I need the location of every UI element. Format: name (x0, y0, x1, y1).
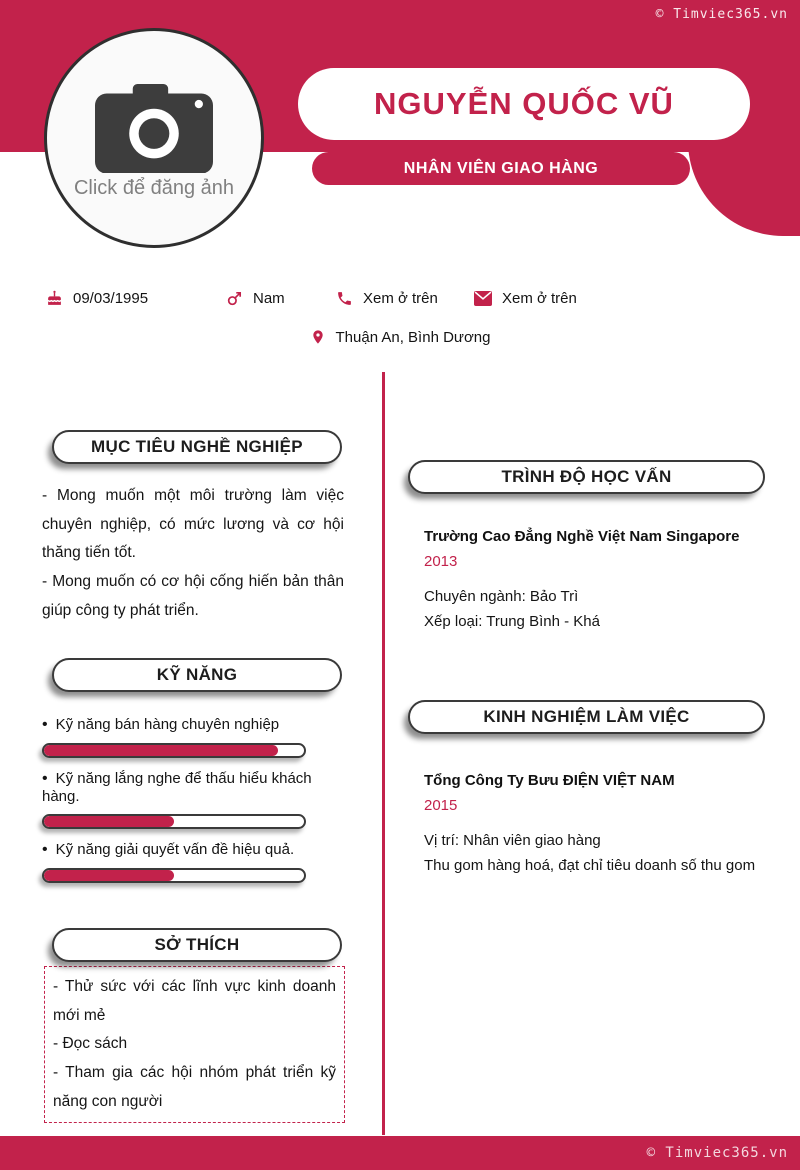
section-heading-experience (408, 700, 765, 734)
skill-bar-fill (44, 870, 174, 881)
objective-text (42, 482, 344, 625)
experience-entry (424, 772, 774, 882)
contact-phone (336, 290, 438, 307)
objective-line: - Mong muốn một môi trường làm việc chuyên nghiệp, có mức lương và cơ hội thăng tiến tốt. (42, 487, 344, 562)
column-divider (382, 372, 385, 1135)
contact-address (0, 328, 800, 346)
education-year: 2013 (424, 553, 458, 570)
objective-heading-label: MỤC TIÊU NGHỀ NGHIỆP (91, 437, 303, 456)
education-heading-label: TRÌNH ĐỘ HỌC VẤN (501, 467, 672, 486)
skill-label: • Kỹ năng giải quyết vấn đề hiệu quả. (42, 841, 344, 859)
experience-heading-label: KINH NGHIỆM LÀM VIỆC (483, 707, 690, 726)
education-entry (424, 528, 774, 638)
objective-line: - Mong muốn có cơ hội cống hiến bản thân giúp công ty phát triển. (42, 573, 344, 619)
address-value: Thuận An, Bình Dương (335, 328, 491, 346)
hobby-line: - Tham gia các hội nhóm phát triển kỹ năng con người (53, 1064, 336, 1110)
skill-bar-fill (44, 745, 278, 756)
hobby-line: - Thử sức với các lĩnh vực kinh doanh mới mẻ (53, 978, 336, 1024)
education-grade: Xếp loại: Trung Bình - Khá (424, 613, 600, 630)
email-value: Xem ở trên (502, 290, 577, 307)
experience-company: Tổng Công Ty Bưu ĐIỆN VIỆT NAM (424, 772, 675, 789)
job-title: NHÂN VIÊN GIAO HÀNG (403, 159, 599, 177)
skill-item (42, 841, 344, 883)
camera-icon (95, 84, 213, 174)
phone-value: Xem ở trên (363, 290, 438, 307)
education-school: Trường Cao Đẳng Nghề Việt Nam Singapore (424, 528, 740, 545)
hobby-line: - Đọc sách (53, 1035, 128, 1053)
skills-list (42, 716, 344, 895)
skill-item (42, 770, 344, 829)
contact-email (474, 290, 577, 307)
birthday-value: 09/03/1995 (73, 290, 149, 307)
skill-bar-fill (44, 816, 174, 827)
contact-gender (226, 290, 285, 307)
footer-band (0, 1136, 800, 1170)
section-heading-skills (52, 658, 342, 692)
section-heading-objective (52, 430, 342, 464)
job-title-banner (312, 152, 690, 185)
gender-icon (226, 290, 243, 307)
experience-year: 2015 (424, 797, 458, 814)
map-pin-icon (310, 328, 326, 346)
section-heading-hobbies (52, 928, 342, 962)
experience-position: Vị trí: Nhân viên giao hàng (424, 832, 601, 849)
candidate-name: NGUYỄN QUỐC VŨ (374, 86, 674, 121)
skills-heading-label: KỸ NĂNG (156, 665, 238, 684)
name-plate (298, 68, 750, 140)
section-heading-education (408, 460, 765, 494)
photo-upload[interactable] (44, 28, 264, 248)
photo-upload-label[interactable]: Click để đăng ảnh (73, 177, 235, 200)
skill-label: • Kỹ năng lắng nghe để thấu hiểu khách hàng. (42, 770, 344, 805)
experience-description: Thu gom hàng hoá, đạt chỉ tiêu doanh số thu gom (424, 857, 756, 874)
skill-bar (42, 814, 306, 829)
envelope-icon (474, 291, 492, 306)
skill-label: • Kỹ năng bán hàng chuyên nghiệp (42, 716, 344, 734)
gender-value: Nam (253, 290, 285, 307)
hobbies-box (44, 966, 345, 1123)
watermark-bottom: © Timviec365.vn (646, 1145, 788, 1161)
cake-icon (46, 290, 63, 307)
contact-birthday (46, 290, 148, 307)
watermark-top: © Timviec365.vn (655, 7, 788, 22)
skill-item (42, 716, 344, 758)
hobbies-heading-label: SỞ THÍCH (154, 935, 240, 954)
education-major: Chuyên ngành: Bảo Trì (424, 588, 579, 605)
phone-icon (336, 290, 353, 307)
skill-bar (42, 743, 306, 758)
skill-bar (42, 868, 306, 883)
